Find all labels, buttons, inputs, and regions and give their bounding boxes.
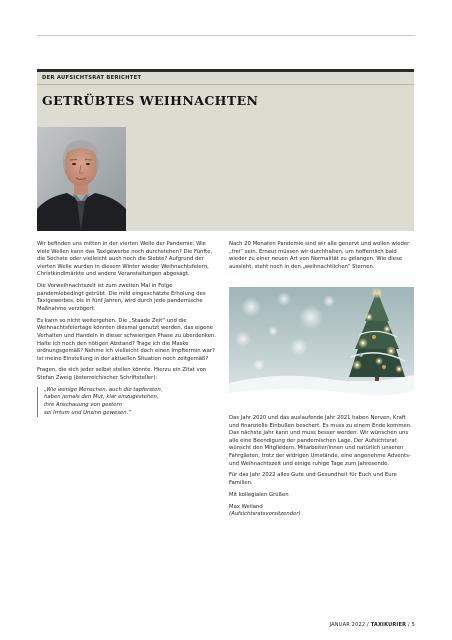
body-paragraph: Das Jahr 2020 und das auslaufende Jahr 2021 haben Nerven, Kraft und finanzielle Einbußen beschert. Es muss zu einem Ende kommen. Das nächste Jahr kann und muss besser werden. Wir wünschen uns alle eine Beendigung der pandemischen Lage. Der Aufsichtsrat wünscht den Mitgliedern, Mitarbeiter/innen und natürlich unseren Fahrgästen, trotz der widrigen Umstände, eine angenehme Advents- und Weihnachtszeit und einige ruhige Tage zum Jahresende. [229,415,412,467]
author-portrait [37,127,126,231]
body-paragraph: Es kann so nicht weitergehen. Die „Staade Zeit“ und die Weihnachtsfeiertage könnten diesmal genutzt werden, das eigene Verhalten und Handeln in dieser schwierigen Phase zu überdenken. Halte ich noch den nötigen Abstand? Trage ich die Maske ordnungsgemäß? Nehme ich vielleicht doch einen Impftermin war? Ist meine Einstellung in der aktuellen Situation noch zeitgemäß? [37,317,216,362]
footer-issue: JANUAR 2022 [329,622,366,628]
body-paragraph: Wir befinden uns mitten in der vierten Welle der Pandemie. Wie viele Wellen kann das Taxigewerbe noch durchstehen? Die Fünfte, die Sechste oder vielleicht auch noch die Siebte? Aufgrund der vierten Welle wurden in diesem Winter wieder Weihnachtsfeiern, Christkindlmärkte und andere Veranstaltungen abgesagt. [37,241,213,278]
quote-line: sei Irrtum und Unsinn gewesen.“ [44,409,132,416]
header-panel [37,69,414,231]
header-rule [37,69,414,72]
footer-separator: / [367,622,369,628]
signature [229,504,414,519]
signature-name: Max Weiland [229,503,263,510]
page-footer [330,622,415,628]
article-right-column-top [229,241,414,276]
body-paragraph: Fragen, die sich jeder selbst stellen könnte. Hierzu ein Zitat von Stefan Zweig (österreichischer Schriftsteller): [37,367,207,382]
zweig-quote [37,387,220,417]
christmas-tree-photo [229,287,414,409]
article-left-column [37,241,220,417]
quote-line: „Wie wenige Menschen, auch die tapfersten, [44,386,163,393]
body-paragraph: Nach 20 Monaten Pandemie sind wir alle genervt und wollen wieder „frei“ sein. Erneut müssen wir durchhalten, um hoffentlich bald wieder zu einer neuen Art von Normalität zu gelangen. Wie diese aussieht, steht noch in den „weihnachtlichen“ Sternen. [229,241,410,270]
article-headline: GETRÜBTES WEIHNACHTEN [42,93,259,108]
body-paragraph: Mit kollegialen Grüßen [229,491,289,498]
photo-credit: Foto: Adobe Stock [408,377,412,405]
footer-brand: TAXIKURIER [370,622,407,628]
signature-role: (Aufsichtsratsvorsitzender) [229,511,301,518]
body-paragraph: Die Vorweihnachtszeit ist zum zweiten Mal in Folge pandemiebedingt getrübt. Die mild eingeschätzte Erholung des Taxigewerbes, bis in fünf Jahren, wird durch jede pandemische Maßnahme verzögert. [37,283,206,312]
kicker-divider [37,84,414,85]
footer-page-number: / 5 [407,622,415,628]
quote-line: haben jemals den Mut, klar einzugestehen, [44,394,159,401]
article-right-column-bottom [229,415,414,523]
section-kicker: DER AUFSICHTSRAT BERICHTET [42,75,142,81]
page-top-rule [37,35,415,36]
body-paragraph: Für das Jahr 2022 alles Gute und Gesundheit für Euch und Eure Familien. [229,472,397,486]
quote-line: ihre Anschauung von gestern [44,402,122,409]
